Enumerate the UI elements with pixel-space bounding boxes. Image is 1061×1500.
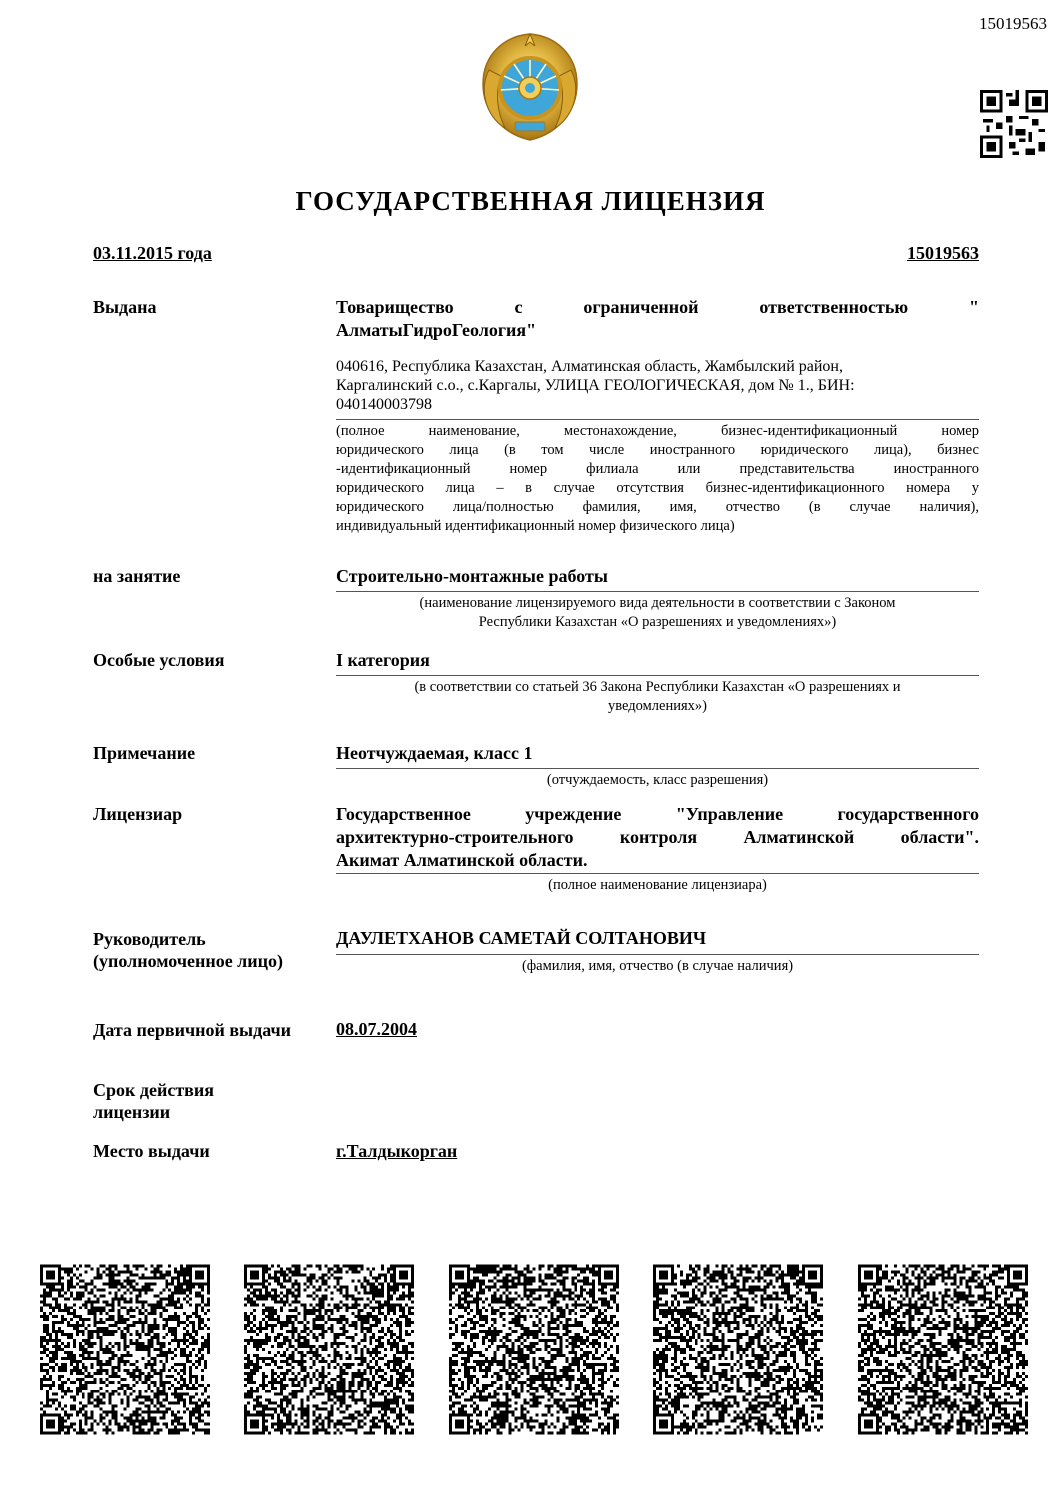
qr-code-icon [980,90,1048,158]
document-title: ГОСУДАРСТВЕННАЯ ЛИЦЕНЗИЯ [295,186,766,216]
conditions-caption-line2: уведомлениях») [608,698,707,714]
divider [336,873,979,874]
document-number-top: 15019563 [979,14,1047,33]
conditions-caption-line1: (в соответствии со статьей 36 Закона Республики Казахстан «О разрешениях и [414,679,901,695]
licensor-label: Лицензиар [93,804,183,824]
activity-caption [336,594,979,632]
head-label-line1: Руководитель [93,929,206,949]
state-emblem-icon [475,30,585,145]
address-line1: 040616, Республика Казахстан, Алматинская область, Жамбылский район, [336,358,843,375]
issued-to-name-line2: АлматыГидроГеология" [336,320,537,340]
licensor-line3: Акимат Алматинской области. [336,850,588,870]
validity-label-line2: лицензии [93,1102,171,1122]
issue-date: 03.11.2015 года [93,243,212,263]
remark-caption: (отчуждаемость, класс разрешения) [546,772,769,788]
caption-line2: юридического лица (в том числе иностранного юридического лица), бизнес [336,442,979,458]
activity-value: Строительно-монтажные работы [336,566,608,586]
issued-to-name-line1: Товарищество с ограниченной ответственностью " [336,297,979,317]
divider [336,419,979,420]
divider [336,954,979,955]
divider [336,675,979,676]
head-value: ДАУЛЕТХАНОВ САМЕТАЙ СОЛТАНОВИЧ [336,928,707,948]
first-issue-date: 08.07.2004 [336,1019,417,1039]
conditions-value: I категория [336,650,430,670]
activity-caption-line2: Республики Казахстан «О разрешениях и уведомлениях») [478,614,837,630]
head-label [93,928,283,972]
licensor-value [336,803,979,872]
activity-label: на занятие [93,566,181,586]
licensor-caption: (полное наименование лицензиара) [548,877,767,893]
caption-line4: юридического лица – в случае отсутствия бизнес-идентификационного номера у [336,480,979,496]
head-caption: (фамилия, имя, отчество (в случае наличия) [521,958,794,974]
validity-label [93,1079,214,1123]
licensor-line2: архитектурно-строительного контроля Алматинской области". [336,827,979,847]
head-label-line2: (уполномоченное лицо) [93,951,284,971]
remark-label: Примечание [93,743,196,763]
conditions-label: Особые условия [93,650,225,670]
verification-qr-code-icon [40,1262,210,1437]
verification-qr-code-icon [858,1262,1028,1437]
address-line2: Каргалинский с.о., с.Каргалы, УЛИЦА ГЕОЛОГИЧЕСКАЯ, дом № 1., БИН: [336,377,855,394]
verification-qr-code-icon [244,1262,414,1437]
activity-caption-line1: (наименование лицензируемого вида деятельности в соответствии с Законом [419,595,896,611]
place-value: г.Талдыкорган [336,1141,458,1161]
conditions-caption [336,678,979,716]
licensor-line1: Государственное учреждение "Управление государственного [336,804,979,824]
divider [336,591,979,592]
validity-label-line1: Срок действия [93,1080,215,1100]
remark-value: Неотчуждаемая, класс 1 [336,743,533,763]
issued-to-caption [336,422,979,536]
caption-line1: (полное наименование, местонахождение, бизнес-идентификационный номер [336,423,979,439]
caption-line5: юридического лица/полностью фамилия, имя, отчество (в случае наличия), [336,499,979,515]
first-issue-label: Дата первичной выдачи [93,1020,292,1040]
caption-line3: -идентификационный номер филиала или представительства иностранного [336,461,979,477]
place-label: Место выдачи [93,1141,210,1161]
caption-line6: индивидуальный идентификационный номер физического лица) [336,518,735,534]
issued-to-label: Выдана [93,297,157,317]
divider [336,768,979,769]
verification-qr-code-icon [653,1262,823,1437]
address-line3: 040140003798 [336,396,432,413]
issued-to-address [336,357,979,414]
issued-to-name [336,296,979,342]
verification-qr-code-icon [449,1262,619,1437]
license-number: 15019563 [907,243,979,263]
